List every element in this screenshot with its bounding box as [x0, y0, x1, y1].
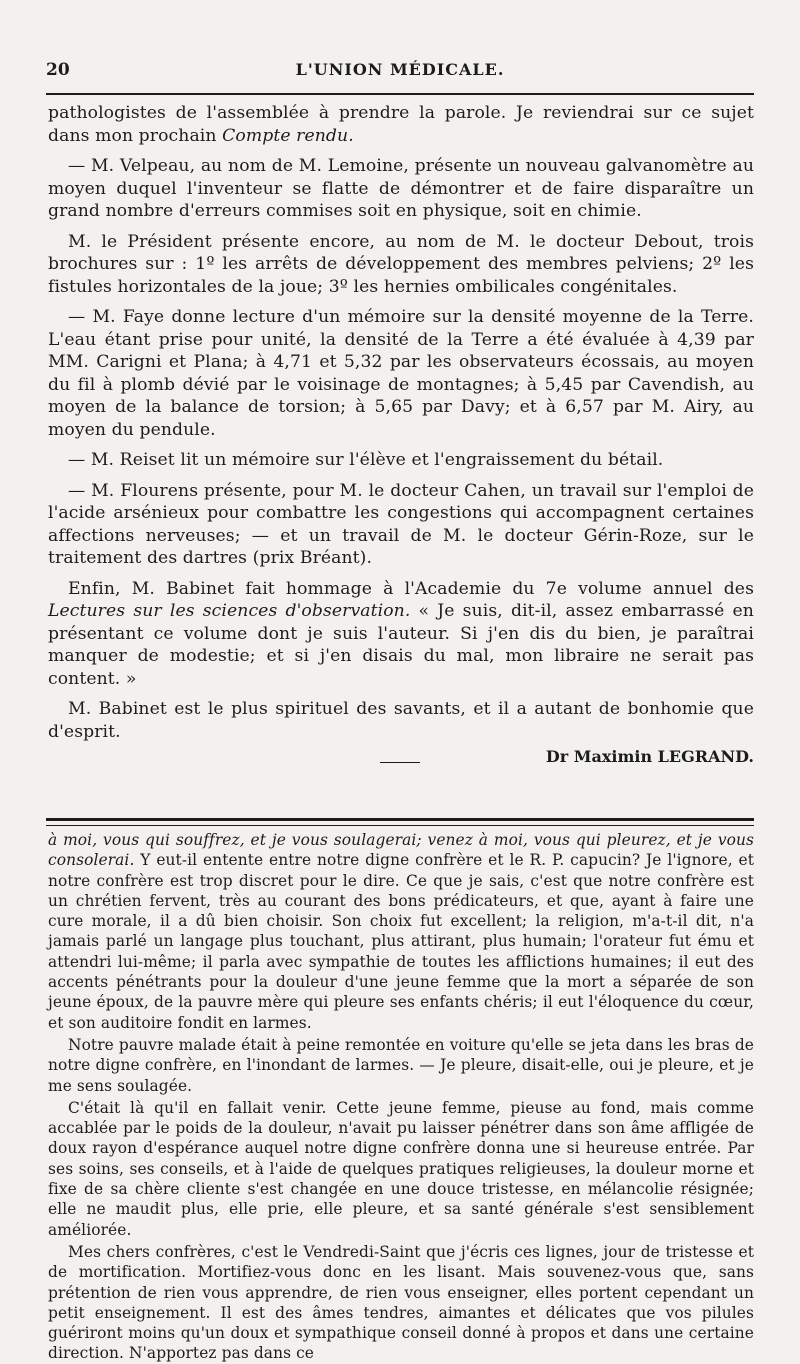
compte-rendu-title: Compte rendu. — [222, 125, 354, 146]
feuilleton-paragraph-1: à moi, vous qui souffrez, et je vous soulagerai; venez à moi, vous qui pleurez, et je vous consolerai. Y eut-il entente entre notre digne confrère et le R. P. capucin? Je l'ignore, et notre confrère est trop discret pour le dire. Ce que je sais, c'est que notre confrère est un chrétien fervent, très au courant des bons prédicateurs, et que, ayant à faire une cure morale, il a dû bien choisir. Son choix fut excellent; la religion, m'a-t-il dit, n'a jamais parlé un langage plus touchant, plus attirant, plus humain; l'orateur fut ému et attendri lui-même; il parla avec sympathie de toutes les afflictions humaines; il eut des accents pénétrants pour la douleur d'une jeune femme que la mort a séparée de son jeune époux, de la pauvre mère qui pleure ses enfants chéris; il eut l'éloquence du cœur, et son auditoire fondit en larmes. — [48, 831, 754, 1032]
paragraph-faye: — M. Faye donne lecture d'un mémoire sur la densité moyenne de la Terre. L'eau étant prise pour unité, la densité de la Terre a été évaluée à 4,39 par MM. Carigni et Plana; à 4,71 et 5,32 par les observateurs écossais, au moyen du fil à plomb dévié par le voisinage de montagnes; à 5,45 par Cavendish, au moyen de la balance de torsion; à 5,65 par Davy; et à 6,57 par M. Airy, au moyen du pendule. — [48, 307, 754, 440]
feuilleton-quote: à moi, vous qui souffrez, et je vous soulagerai; venez à moi, vous qui pleurez, et je vous consolerai. — [48, 831, 754, 870]
feuilleton-column — [48, 830, 754, 1364]
paragraph-1: pathologistes de l'assemblée à prendre la parole. Je reviendrai sur ce sujet dans mon prochain Compte rendu. — [48, 103, 754, 146]
page-number: 20 — [46, 60, 70, 80]
paragraph-babinet-esprit: M. Babinet est le plus spirituel des savants, et il a autant de bonhomie que d'esprit. — [48, 699, 754, 742]
feuilleton-paragraph-3: C'était là qu'il en fallait venir. Cette jeune femme, pieuse au fond, mais comme accablée par le poids de la douleur, n'avait pu laisser pénétrer dans son âme affligée de doux rayon d'espérance auquel notre digne confrère donna une si heureuse entrée. Par ses soins, ses conseils, et à l'aide de quelques pratiques religieuses, la douleur morne et fixe de sa chère cliente s'est changée en une douce tristesse, en mélancolie résignée; elle ne maudit plus, elle prie, elle pleure, et sa santé générale s'est sensiblement améliorée. — [48, 1098, 754, 1239]
page-header — [46, 56, 754, 84]
feuilleton-rule — [46, 818, 754, 826]
lectures-title: Lectures sur les sciences d'observation. — [48, 601, 411, 621]
section-end-rule — [380, 762, 420, 763]
author-signature: Dr Maximin LEGRAND. — [545, 747, 754, 766]
paragraph-flourens: — M. Flourens présente, pour M. le docteur Cahen, un travail sur l'emploi de l'acide arsénieux pour combattre les congestions qui accompagnent certaines affections nerveuses; — et un travail de M. le docteur Gérin-Roze, sur le traitement des dartres (prix Bréant). — [48, 480, 754, 568]
feuilleton-paragraph-2: Notre pauvre malade était à peine remontée en voiture qu'elle se jeta dans les bras de notre digne confrère, en l'inondant de larmes. — Je pleure, disait-elle, oui je pleure, et je me sens soulagée. — [48, 1035, 754, 1095]
header-rule — [46, 93, 754, 95]
feuilleton-paragraph-4: Mes chers confrères, c'est le Vendredi-Saint que j'écris ces lignes, jour de tristesse et de mortification. Mortifiez-vous donc en les lisant. Mais souvenez-vous que, sans prétention de rien vous apprendre, de rien vous enseigner, elles portent cependant un petit enseignement. Il est des âmes tendres, aimantes et délicates que vos pilules guériront moins qu'un doux et sympathique conseil donné à propos et dans une certaine direction. N'apportez pas dans ce — [48, 1242, 754, 1363]
running-title: L'UNION MÉDICALE. — [295, 60, 505, 79]
paragraph-reiset: — M. Reiset lit un mémoire sur l'élève et l'engraissement du bétail. — [68, 450, 664, 470]
paragraph-velpeau: — M. Velpeau, au nom de M. Lemoine, présente un nouveau galvanomètre au moyen duquel l'inventeur se flatte de démontrer et de faire disparaître un grand nombre d'erreurs commises soit en physique, soit en chimie. — [48, 156, 754, 221]
main-column — [48, 102, 754, 766]
paragraph-babinet: Enfin, M. Babinet fait hommage à l'Academie du 7e volume annuel des Lectures sur les sciences d'observation. « Je suis, dit-il, assez embarrassé en présentant ce volume dont je suis l'auteur. Si j'en dis du bien, je paraîtrai manquer de modestie; et si j'en disais du mal, mon libraire ne serait pas content. » — [48, 578, 754, 689]
paragraph-president: M. le Président présente encore, au nom de M. le docteur Debout, trois brochures sur : 1º les arrêts de développement des membres pelviens; 2º les fistules horizontales de la joue; 3º les hernies ombilicales congénitales. — [48, 231, 754, 297]
